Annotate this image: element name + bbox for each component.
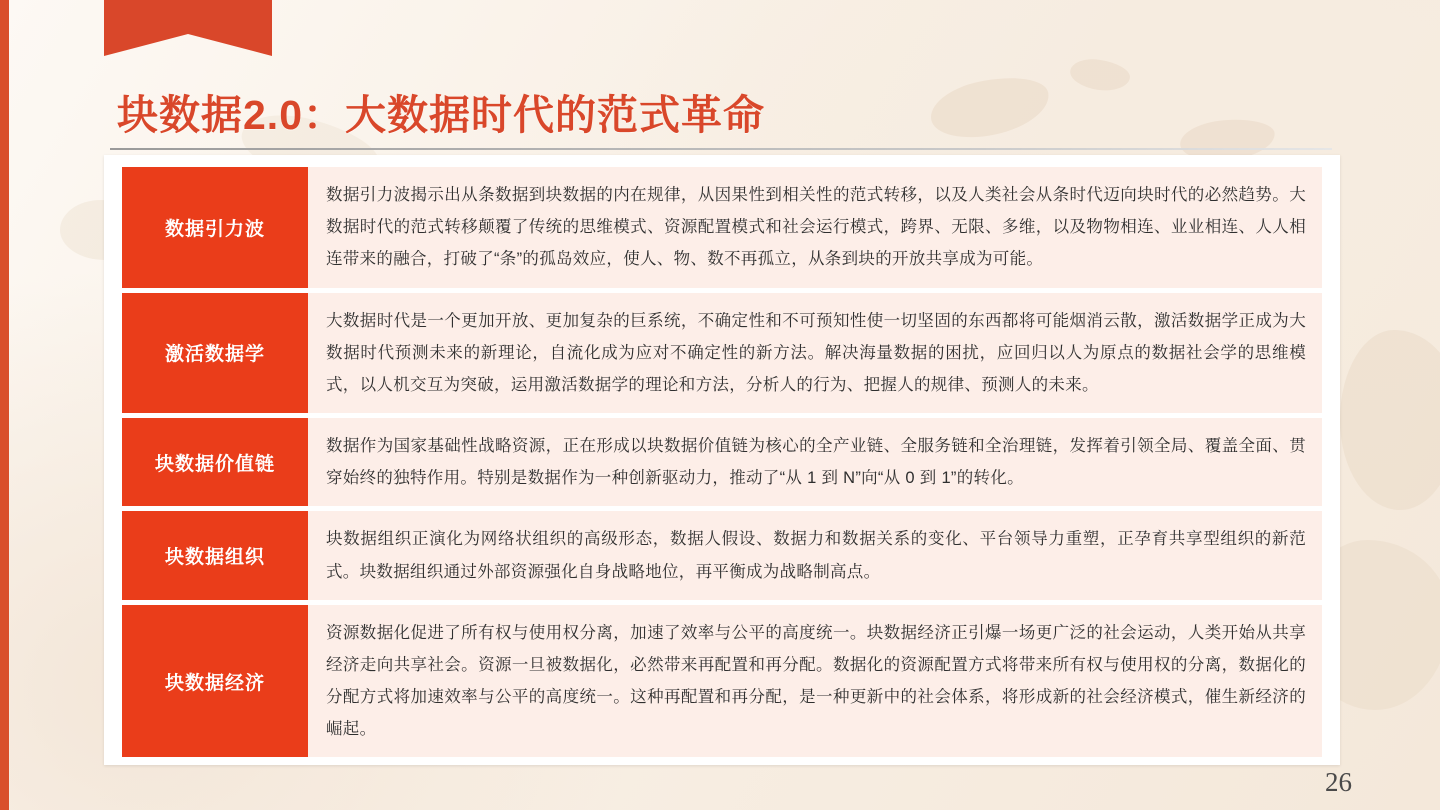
row-label: 块数据组织	[122, 511, 308, 599]
decorative-map-shape	[1340, 330, 1440, 510]
row-label: 块数据经济	[122, 605, 308, 758]
table-row	[122, 167, 1322, 288]
row-text: 数据作为国家基础性战略资源，正在形成以块数据价值链为核心的全产业链、全服务链和全治理链，发挥着引领全局、覆盖全面、贯穿始终的独特作用。特别是数据作为一种创新驱动力，推动了“从 1 到 N”向“从 0 到 1”的转化。	[308, 418, 1322, 506]
page-number: 26	[1325, 767, 1352, 797]
table-row	[122, 293, 1322, 414]
row-text: 资源数据化促进了所有权与使用权分离，加速了效率与公平的高度统一。块数据经济正引爆一场更广泛的社会运动，人类开始从共享经济走向共享社会。资源一旦被数据化，必然带来再配置和再分配。数据化的资源配置方式将带来所有权与使用权的分离，数据化的分配方式将加速效率与公平的高度统一。这种再配置和再分配，是一种更新中的社会体系，将形成新的社会经济模式，催生新经济的崛起。	[308, 605, 1322, 758]
row-label: 激活数据学	[122, 293, 308, 414]
row-label: 数据引力波	[122, 167, 308, 288]
content-card	[104, 155, 1340, 765]
left-edge-bar	[0, 0, 9, 810]
table-row	[122, 418, 1322, 506]
row-label: 块数据价值链	[122, 418, 308, 506]
row-text: 大数据时代是一个更加开放、更加复杂的巨系统，不确定性和不可预知性使一切坚固的东西都将可能烟消云散，激活数据学正成为大数据时代预测未来的新理论，自流化成为应对不确定性的新方法。解决海量数据的困扰，应回归以人为原点的数据社会学的思维模式，以人机交互为突破，运用激活数据学的理论和方法，分析人的行为、把握人的规律、预测人的未来。	[308, 293, 1322, 414]
row-text: 数据引力波揭示出从条数据到块数据的内在规律，从因果性到相关性的范式转移，以及人类社会从条时代迈向块时代的必然趋势。大数据时代的范式转移颠覆了传统的思维模式、资源配置模式和社会运行模式，跨界、无限、多维，以及物物相连、业业相连、人人相连带来的融合，打破了“条”的孤岛效应，使人、物、数不再孤立，从条到块的开放共享成为可能。	[308, 167, 1322, 288]
table-row	[122, 605, 1322, 758]
ribbon-banner	[104, 0, 272, 34]
bottom-strip	[0, 804, 1440, 810]
title-divider	[110, 148, 1332, 150]
decorative-map-shape	[926, 68, 1055, 147]
row-text: 块数据组织正演化为网络状组织的高级形态，数据人假设、数据力和数据关系的变化、平台领导力重塑，正孕育共享型组织的新范式。块数据组织通过外部资源强化自身战略地位，再平衡成为战略制高点。	[308, 511, 1322, 599]
decorative-map-shape	[1068, 56, 1132, 94]
concepts-table	[122, 167, 1322, 757]
table-row	[122, 511, 1322, 599]
page-title: 块数据2.0：大数据时代的范式革命	[117, 92, 765, 138]
